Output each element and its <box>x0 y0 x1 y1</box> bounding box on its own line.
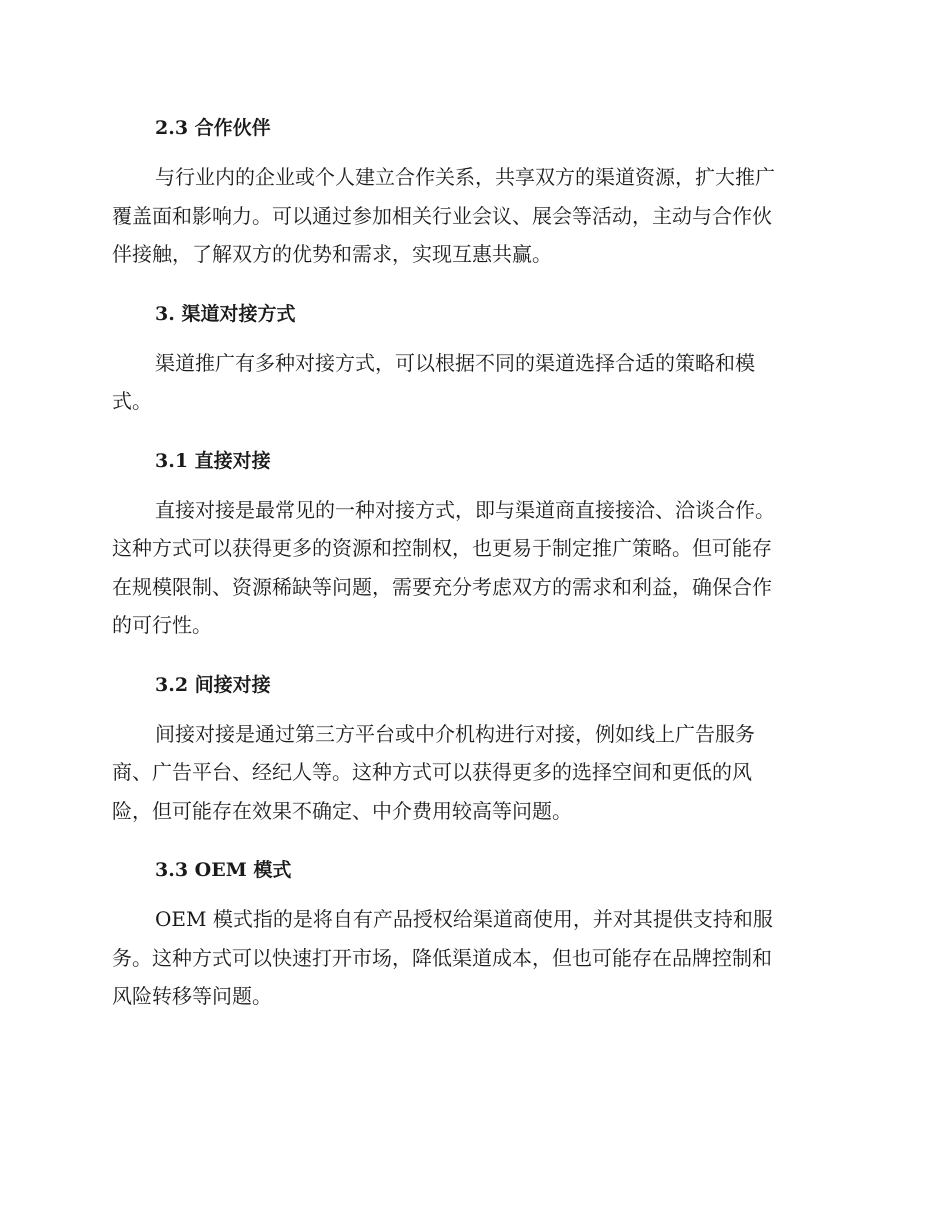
paragraph-line: 在规模限制、资源稀缺等问题，需要充分考虑双方的需求和利益，确保合作 <box>112 574 772 599</box>
paragraph-line: 与行业内的企业或个人建立合作关系，共享双方的渠道资源，扩大推广 <box>155 165 775 189</box>
section-heading-3: 3. 渠道对接方式 <box>155 302 296 325</box>
section-paragraph-3 <box>112 344 834 421</box>
section-heading-3-3: 3.3 OEM 模式 <box>155 859 292 881</box>
paragraph-line: 商、广告平台、经纪人等。这种方式可以获得更多的选择空间和更低的风 <box>112 760 752 784</box>
section-paragraph-3-2 <box>112 715 834 831</box>
paragraph-line: 险，但可能存在效果不确定、中介费用较高等问题。 <box>112 798 572 823</box>
paragraph-line: 间接对接是通过第三方平台或中介机构进行对接，例如线上广告服务 <box>155 721 755 746</box>
section-paragraph-3-3 <box>112 900 834 1016</box>
paragraph-line: 覆盖面和影响力。可以通过参加相关行业会议、展会等活动，主动与合作伙 <box>112 203 772 228</box>
paragraph-line: 渠道推广有多种对接方式，可以根据不同的渠道选择合适的策略和模 <box>155 350 755 375</box>
paragraph-line: 的可行性。 <box>112 613 212 637</box>
paragraph-line: 务。这种方式可以快速打开市场，降低渠道成本，但也可能存在品牌控制和 <box>112 945 772 970</box>
section-heading-2-3: 2.3 合作伙伴 <box>155 117 271 139</box>
paragraph-line: 风险转移等问题。 <box>112 984 272 1008</box>
paragraph-line: 这种方式可以获得更多的资源和控制权，也更易于制定推广策略。但可能存 <box>112 536 772 560</box>
paragraph-line: 式。 <box>112 389 152 413</box>
document-body <box>112 108 834 1036</box>
paragraph-line: 伴接触，了解双方的优势和需求，实现互惠共赢。 <box>112 242 552 266</box>
section-paragraph-3-1 <box>112 491 834 645</box>
paragraph-line: 直接对接是最常见的一种对接方式，即与渠道商直接接洽、洽谈合作。 <box>155 497 775 522</box>
section-heading-3-1: 3.1 直接对接 <box>155 449 271 472</box>
section-paragraph-2-3 <box>112 158 834 274</box>
section-heading-3-2: 3.2 间接对接 <box>155 673 271 696</box>
paragraph-line: OEM 模式指的是将自有产品授权给渠道商使用，并对其提供支持和服 <box>155 907 773 931</box>
